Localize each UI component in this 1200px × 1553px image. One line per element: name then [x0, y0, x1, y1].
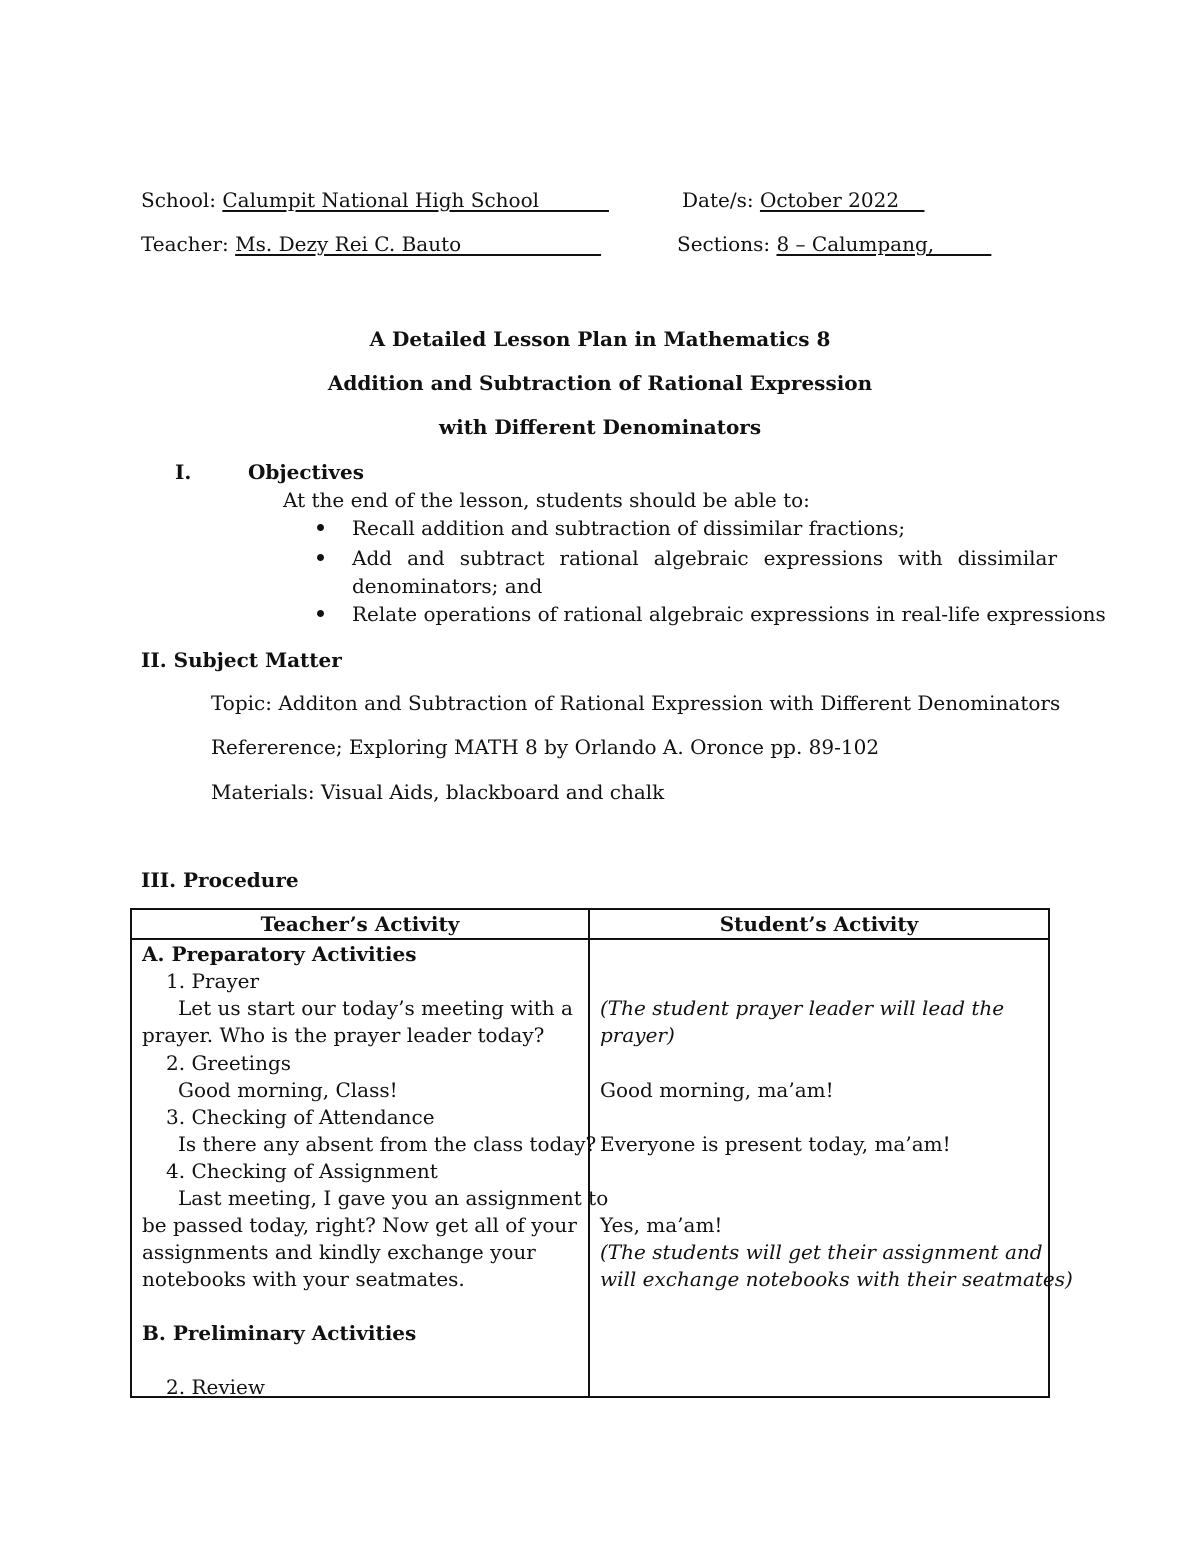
teacher-line: notebooks with your seatmates.	[142, 1267, 465, 1291]
objective-item: Recall addition and subtraction of dissimilar fractions;	[352, 516, 906, 540]
lesson-plan-title: A Detailed Lesson Plan in Mathematics 8	[369, 327, 831, 351]
student-line: prayer)	[600, 1023, 675, 1047]
teacher-line: B. Preliminary Activities	[142, 1321, 417, 1345]
teacher-line: Good morning, Class!	[178, 1078, 398, 1102]
subject-matter-heading: II. Subject Matter	[141, 648, 342, 672]
student-line: Everyone is present today, ma’am!	[600, 1132, 951, 1156]
objective-item: Add and subtract rational algebraic expressions with dissimilar	[352, 546, 1057, 570]
objective-item: Relate operations of rational algebraic expressions in real-life expressions	[352, 602, 1106, 626]
teacher-line: A. Preparatory Activities	[142, 942, 417, 966]
subject-topic: Topic: Additon and Subtraction of Rational Expression with Different Denominators	[211, 691, 1061, 715]
lesson-topic-title: Addition and Subtraction of Rational Expression	[327, 371, 873, 395]
objectives-numeral: I.	[175, 460, 192, 484]
teacher-line: Is there any absent from the class today?	[178, 1132, 597, 1156]
procedure-table	[130, 908, 1073, 1399]
sections-field	[677, 232, 991, 256]
table-header-row	[131, 909, 1049, 939]
teacher-line: 3. Checking of Attendance	[166, 1105, 435, 1129]
student-line: (The students will get their assignment and	[600, 1240, 1043, 1264]
subject-materials: Materials: Visual Aids, blackboard and chalk	[211, 780, 665, 804]
procedure-heading: III. Procedure	[141, 868, 299, 892]
teacher-activity-cell	[131, 939, 609, 1399]
teacher-line: 4. Checking of Assignment	[166, 1159, 438, 1183]
date-label: Date/s:	[682, 188, 754, 212]
objectives-intro: At the end of the lesson, students should be able to:	[283, 488, 810, 512]
teacher-line: 2. Review	[166, 1375, 265, 1399]
teacher-line: 2. Greetings	[166, 1051, 292, 1075]
teacher-line: assignments and kindly exchange your	[142, 1240, 536, 1264]
objective-item-continuation: denominators; and	[352, 574, 543, 598]
school-field	[141, 188, 609, 212]
teacher-line: prayer. Who is the prayer leader today?	[142, 1023, 545, 1047]
teacher-activity-header: Teacher’s Activity	[131, 909, 589, 939]
school-value: Calumpit National High School	[222, 188, 609, 212]
student-line: (The student prayer leader will lead the	[600, 996, 1005, 1020]
sections-value: 8 – Calumpang,	[776, 232, 992, 256]
date-field	[682, 188, 925, 212]
teacher-line: 1. Prayer	[166, 969, 260, 993]
bullet-icon	[317, 554, 324, 561]
bullet-icon	[317, 610, 324, 617]
student-line: Good morning, ma’am!	[600, 1078, 834, 1102]
teacher-value: Ms. Dezy Rei C. Bauto	[235, 232, 602, 256]
subject-reference: Refererence; Exploring MATH 8 by Orlando A. Oronce pp. 89-102	[211, 735, 880, 759]
teacher-line: Last meeting, I gave you an assignment to	[178, 1186, 609, 1210]
student-line: will exchange notebooks with their seatmates)	[600, 1267, 1073, 1291]
table-row	[131, 939, 1049, 1397]
objectives-heading: Objectives	[248, 460, 364, 484]
teacher-line: Let us start our today’s meeting with a	[178, 996, 573, 1020]
school-label: School:	[141, 188, 216, 212]
sections-label: Sections:	[677, 232, 771, 256]
student-activity-cell	[589, 939, 1073, 1397]
teacher-label: Teacher:	[141, 232, 229, 256]
lesson-topic-subtitle: with Different Denominators	[438, 415, 762, 439]
student-line: Yes, ma’am!	[600, 1213, 723, 1237]
bullet-icon	[317, 524, 324, 531]
student-activity-header: Student’s Activity	[589, 909, 1049, 939]
teacher-line: be passed today, right? Now get all of your	[142, 1213, 577, 1237]
date-value: October 2022	[759, 188, 925, 212]
teacher-field	[141, 232, 601, 256]
